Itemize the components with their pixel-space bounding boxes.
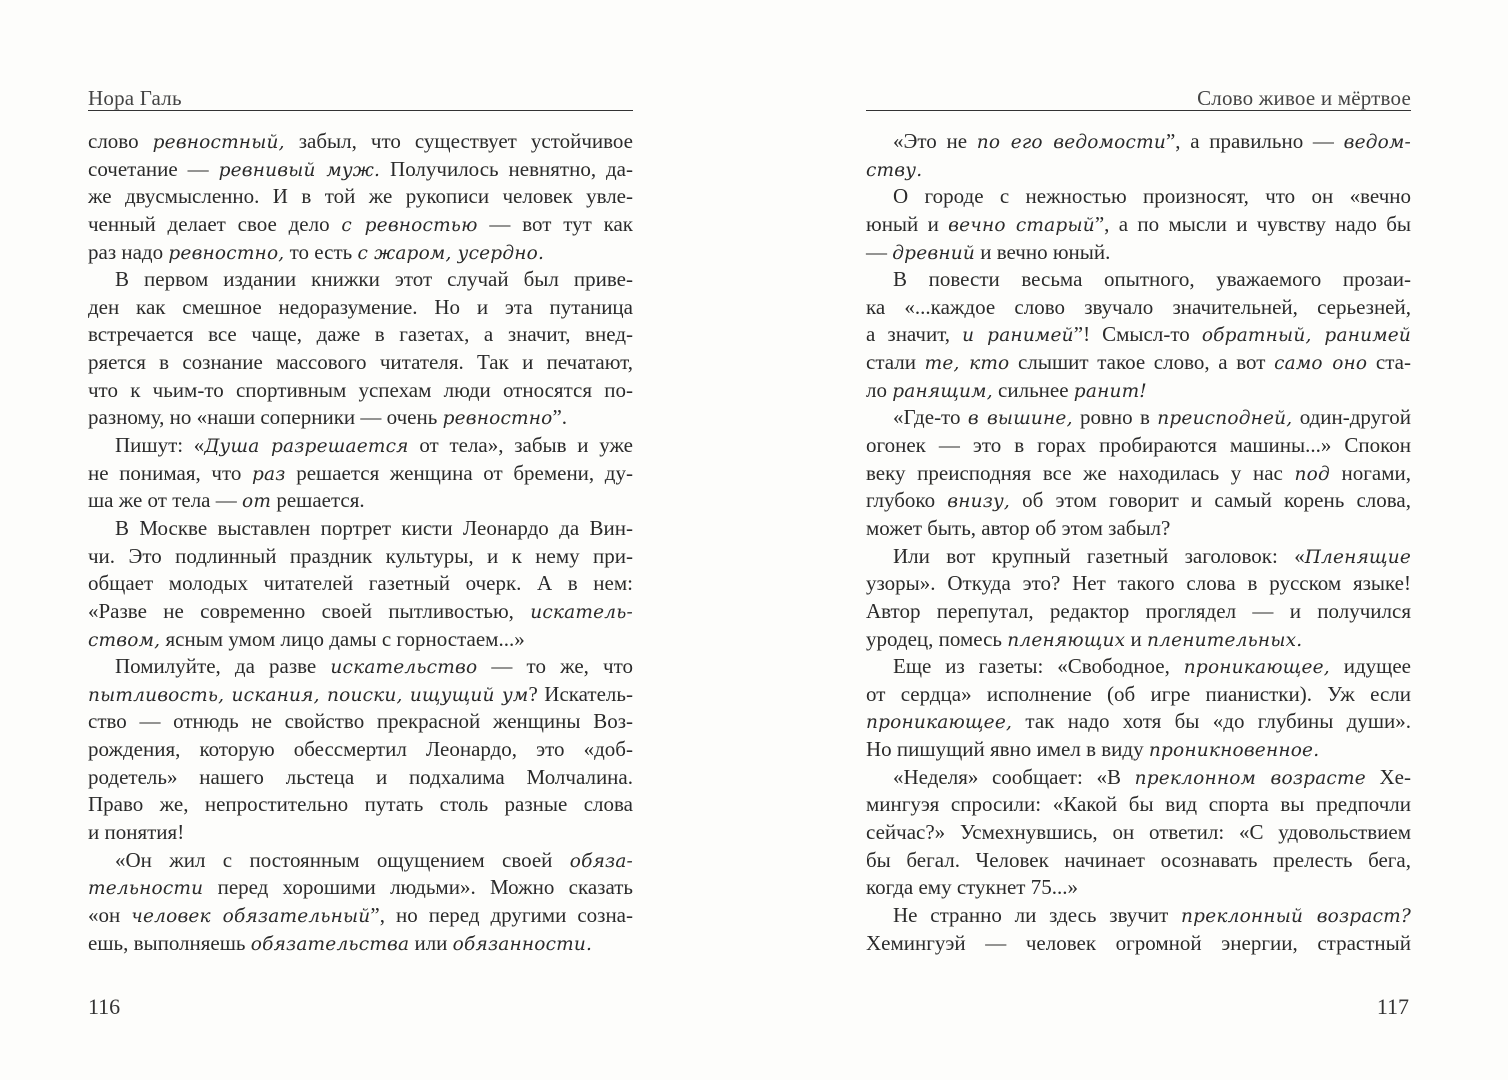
page-body — [866, 128, 1411, 957]
text-line — [88, 736, 633, 764]
text: ченный делает свое дело — [88, 211, 342, 236]
text-line — [88, 128, 633, 156]
text-line — [866, 626, 1411, 654]
text: «Он жил с постоянным ощущением своей — [115, 847, 570, 872]
italic-text: в вышине, — [967, 408, 1073, 430]
paragraph — [88, 266, 633, 432]
text-line — [88, 156, 633, 184]
text-line — [866, 543, 1411, 571]
text: может быть, автор об этом забыл? — [866, 515, 1171, 540]
text: стали — [866, 350, 925, 375]
text: ? Искатель- — [528, 681, 633, 706]
paragraph — [866, 266, 1411, 404]
italic-text: проникновенное. — [1148, 740, 1320, 762]
text-line — [866, 902, 1411, 930]
text: родетель» нашего льстеца и подхалима Молчалина. — [88, 764, 633, 789]
text: а значит, — [866, 322, 963, 347]
text: веку преисподняя все же находилась у нас — [866, 460, 1295, 485]
text-line — [866, 764, 1411, 792]
paragraph — [866, 543, 1411, 654]
text: когда ему стукнет 75...» — [866, 875, 1078, 900]
text-line — [88, 874, 633, 902]
italic-text: ранящим, — [892, 380, 993, 402]
italic-text: по его ведомости — [976, 132, 1166, 153]
text: решается. — [271, 488, 365, 513]
text: ясным умом лицо дамы с горностаем...» — [160, 626, 525, 651]
paragraph — [866, 404, 1411, 542]
italic-text: от — [242, 491, 272, 513]
italic-text: ству. — [866, 159, 923, 181]
text-line — [866, 460, 1411, 488]
text: слышит такое слово, а вот — [1009, 350, 1275, 375]
text-line — [866, 847, 1411, 875]
text-line — [88, 847, 633, 875]
text: же двусмысленно. И в той же рукописи человек увле- — [88, 184, 633, 209]
italic-text: пленяющих — [1007, 629, 1126, 651]
text-line — [88, 626, 633, 654]
italic-text: искательство — [330, 657, 478, 679]
text: и — [1125, 626, 1148, 651]
text-line — [866, 736, 1411, 764]
paragraph — [866, 764, 1411, 902]
italic-text: ревнивый муж. — [218, 159, 381, 181]
page-body — [88, 128, 633, 957]
text-line — [88, 653, 633, 681]
text-line — [866, 321, 1411, 349]
header-rule — [88, 110, 633, 111]
text-line — [866, 681, 1411, 709]
italic-text: ством, — [88, 629, 161, 651]
text-line — [866, 653, 1411, 681]
text: Пишут: « — [115, 433, 205, 458]
paragraph — [866, 128, 1411, 183]
text: один-другой — [1292, 405, 1411, 430]
text: перед хорошими людьми». Можно сказать — [203, 875, 633, 900]
italic-text: человек обязательный — [131, 905, 371, 927]
text: В первом издании книжки этот случай был приве- — [115, 267, 633, 292]
text: «Это не — [893, 129, 977, 153]
text: сейчас?» Усмехнувшись, он ответил: «С удовольствием — [866, 820, 1411, 845]
italic-text: проникающее, — [866, 712, 1013, 734]
text: ешь, выполняешь — [88, 930, 251, 955]
text: то есть — [284, 239, 358, 264]
text: так надо хотя бы «до глубины души». — [1012, 709, 1411, 734]
italic-text: обратный, ранимей — [1201, 325, 1412, 347]
text: раз надо — [88, 239, 169, 264]
text: Не странно ли здесь звучит — [893, 902, 1182, 927]
text: слово — [88, 129, 153, 153]
text: ство — отнюдь не свойство прекрасной женщины Воз- — [88, 709, 633, 734]
text-line — [866, 239, 1411, 267]
text-line — [88, 902, 633, 930]
text-line — [88, 543, 633, 571]
text-line — [88, 404, 633, 432]
italic-text: преклонный возраст? — [1181, 905, 1411, 927]
text: разному, но «наши соперники — очень — [88, 405, 443, 430]
text: ша же от тела — — [88, 488, 242, 513]
text-line — [88, 460, 633, 488]
text: Право же, непростительно путать столь разные слова — [88, 792, 633, 817]
text: «Разве не современно своей пытливостью, — [88, 598, 531, 623]
italic-text: искатель- — [530, 601, 633, 623]
text: ”, а правильно — — [1165, 129, 1344, 153]
text-line — [866, 515, 1411, 543]
text: ден как смешное недоразумение. Но и эта путаница — [88, 294, 633, 319]
italic-text: обяза- — [569, 850, 633, 872]
italic-text: Душа разрешается — [204, 436, 409, 458]
italic-text: пленительных. — [1147, 629, 1303, 651]
paragraph — [866, 902, 1411, 957]
text: В повести весьма опытного, уважаемого прозаи- — [893, 267, 1411, 292]
text: ста- — [1367, 350, 1411, 375]
italic-text: ранит! — [1073, 380, 1147, 402]
text: Получилось невнятно, да- — [380, 156, 633, 181]
text-line — [88, 183, 633, 211]
italic-text: вечно старый — [948, 214, 1095, 236]
text-line — [866, 349, 1411, 377]
text-line — [88, 211, 633, 239]
text-line — [866, 570, 1411, 598]
italic-text: раз — [252, 463, 286, 485]
text: ”! Смысл-то — [1073, 322, 1202, 347]
text: ”. — [552, 405, 568, 430]
text: ряется в сознание массового читателя. Так и печатают, — [88, 350, 633, 375]
text-line — [866, 487, 1411, 515]
text-line — [866, 791, 1411, 819]
text: «Неделя» сообщает: «В — [893, 764, 1135, 789]
text: уродец, помесь — [866, 626, 1008, 651]
italic-text: само оно — [1274, 353, 1368, 375]
italic-text: ревностный, — [152, 132, 285, 153]
text: не понимая, что — [88, 460, 253, 485]
text: — вот тут как — [477, 211, 633, 236]
text-line — [866, 377, 1411, 405]
italic-text: древний — [892, 242, 975, 264]
text: — то же, что — [477, 654, 633, 679]
text: от тела», забыв и уже — [408, 433, 633, 458]
text: об этом говорит и самый корень слова, — [1010, 488, 1411, 513]
text-line — [866, 598, 1411, 626]
paragraph — [88, 515, 633, 653]
italic-text: ведом- — [1343, 132, 1411, 153]
italic-text: пытливость, искания, поиски, ищущий ум — [88, 684, 529, 706]
text: Или вот крупный газетный заголовок: « — [893, 543, 1305, 568]
text: ногами, — [1329, 460, 1411, 485]
text-line — [88, 266, 633, 294]
text-line — [866, 183, 1411, 211]
text-line — [88, 239, 633, 267]
text: бы бегал. Человек начинает осознавать прелесть бега, — [866, 847, 1411, 872]
text: решается женщина от бремени, ду- — [285, 460, 633, 485]
text: ”, но перед другими созна- — [370, 902, 633, 927]
text: общает молодых читателей газетный очерк. А в нем: — [88, 571, 633, 596]
text-line — [866, 128, 1411, 156]
text: Но пишущий явно имел в виду — [866, 737, 1149, 762]
text-line — [88, 321, 633, 349]
text-line — [88, 515, 633, 543]
text-line — [866, 211, 1411, 239]
text-line — [88, 349, 633, 377]
text: Хе- — [1365, 764, 1411, 789]
text: «Где-то — [893, 405, 968, 430]
text: «он — [88, 902, 132, 927]
text: ло — [866, 377, 893, 402]
paragraph — [88, 128, 633, 266]
paragraph — [866, 183, 1411, 266]
italic-text: те, кто — [924, 353, 1010, 375]
text-line — [88, 764, 633, 792]
italic-text: с жаром, усердно. — [357, 242, 545, 264]
text-line — [866, 930, 1411, 958]
text-line — [88, 598, 633, 626]
page-number: 117 — [1376, 994, 1409, 1019]
text-line — [866, 432, 1411, 460]
italic-text: внизу, — [947, 491, 1011, 513]
italic-text: обязательства — [250, 933, 410, 955]
paragraph — [88, 653, 633, 846]
text: идущее — [1329, 654, 1411, 679]
text: забыл, что существует устойчивое — [284, 129, 634, 153]
text-line — [88, 819, 633, 847]
text: огонек — это в горах пробираются машины...» Спокон — [866, 433, 1411, 458]
running-head-title: Слово живое и мёртвое — [1197, 86, 1411, 110]
text: сочетание — — [88, 156, 219, 181]
text-line — [88, 681, 633, 709]
text: сильнее — [992, 377, 1074, 402]
text: рождения, которую обессмертил Леонардо, это «доб- — [88, 737, 633, 762]
text: что к чьим-то спортивным успехам люди относятся по- — [88, 377, 633, 402]
text: встречается все чаще, даже в газетах, а значит, внед- — [88, 322, 633, 347]
text: глубоко — [866, 488, 948, 513]
text-line — [866, 708, 1411, 736]
italic-text: под — [1294, 463, 1330, 485]
text-line — [866, 266, 1411, 294]
italic-text: с ревностью — [341, 214, 478, 236]
text-line — [866, 404, 1411, 432]
text: Хемингуэй — человек огромной энергии, страстный — [866, 930, 1411, 955]
text-line — [88, 570, 633, 598]
text-line — [866, 294, 1411, 322]
text-line — [88, 432, 633, 460]
text: юный и — [866, 211, 949, 236]
text: Помилуйте, да разве — [115, 654, 331, 679]
paragraph — [866, 653, 1411, 764]
text: ровно в — [1072, 405, 1158, 430]
italic-text: ревностно — [442, 408, 553, 430]
text-line — [866, 156, 1411, 184]
italic-text: обязанности. — [452, 933, 593, 955]
italic-text: ревностно, — [168, 242, 285, 264]
page-number: 116 — [88, 994, 121, 1019]
text-line — [866, 819, 1411, 847]
text: В Москве выставлен портрет кисти Леонардо да Вин- — [115, 515, 633, 540]
header-rule — [866, 110, 1411, 111]
text-line — [88, 708, 633, 736]
text: и вечно юный. — [974, 239, 1111, 264]
text: Автор перепутал, редактор проглядел — и получился — [866, 598, 1411, 623]
italic-text: проникающее, — [1183, 657, 1330, 679]
text-line — [866, 874, 1411, 902]
text: Еще из газеты: «Свободное, — [893, 654, 1184, 679]
text: ”, а по мысли и чувству надо бы — [1094, 211, 1412, 236]
paragraph — [88, 432, 633, 515]
italic-text: и ранимей — [962, 325, 1074, 347]
italic-text: Пленящие — [1304, 546, 1411, 568]
text-line — [88, 294, 633, 322]
text-line — [88, 487, 633, 515]
text: или — [409, 930, 453, 955]
text: от сердца» исполнение (об игре пианистки). Уж если — [866, 681, 1411, 706]
paragraph — [88, 847, 633, 958]
text: О городе с нежностью произносят, что он «вечно — [893, 184, 1411, 209]
text: узоры». Откуда это? Нет такого слова в русском языке! — [866, 571, 1411, 596]
left-page — [88, 0, 633, 1080]
right-page — [866, 0, 1411, 1080]
italic-text: тельности — [88, 878, 204, 900]
running-head-author: Нора Галь — [88, 86, 182, 110]
text: — — [866, 239, 893, 264]
text-line — [88, 377, 633, 405]
text-line — [88, 791, 633, 819]
italic-text: преклонном возрасте — [1134, 767, 1366, 789]
text: ка «...каждое слово звучало значительней, серьезней, — [866, 294, 1411, 319]
text: чи. Это подлинный праздник культуры, и к нему при- — [88, 543, 633, 568]
text: и понятия! — [88, 820, 185, 845]
italic-text: преисподней, — [1157, 408, 1293, 430]
text-line — [88, 930, 633, 958]
text: мингуэя спросили: «Какой бы вид спорта вы предпочли — [866, 792, 1411, 817]
